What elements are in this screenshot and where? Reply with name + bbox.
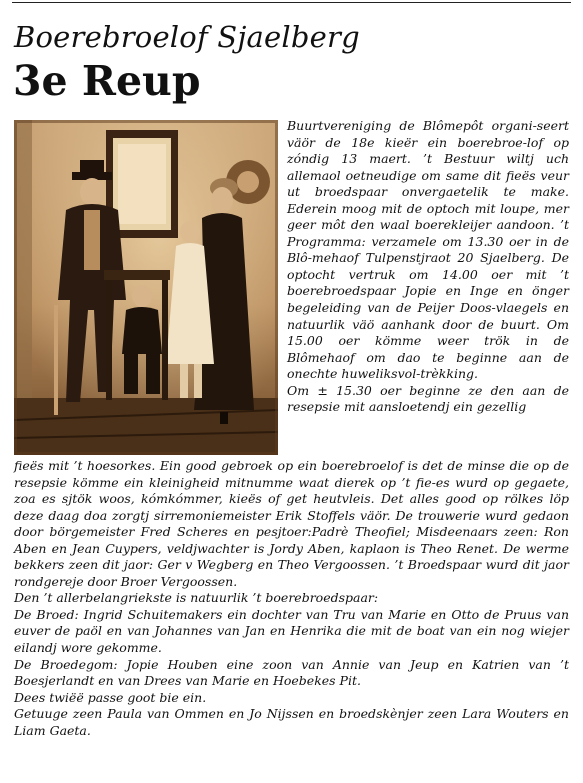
- article-paragraph: Den ’t allerbelangriekste is natuurlik ’t boerebroedspaar:: [14, 590, 379, 606]
- top-rule: [12, 2, 571, 3]
- article-headline: 3e Reup: [13, 57, 201, 105]
- article-paragraph: Buurtvereniging de Blômepôt organi-seert väör de 18e kieër ein boerebroe-lof op zóndig 13 maert. ’t Bestuur wiltj uch allemaol oetneudige om same dit fieës veur ut broedspaar onvergaetelik te make. Ederein moog mit de optoch mit loupe, mer geer môt den waal boerekleijer aandoon. ’t Programma: verzamele om 13.30 oer in de Blô-mehaof Tulpenstjraot 20 Sjaelberg. De optocht vertruk om 14.00 oer mit ’t boerebroedspaar Jopie en Inge en önger begeleiding van de Peijer Doos-vlaegels en natuurlik väö aanhank door de buurt. Om 15.00 oer kömme weer trök in de Blômehaof om dao te beginne aan de onechte huweliksvol-trèkking.: [287, 118, 569, 382]
- article-body-full-width: [14, 458, 569, 739]
- article-paragraph-split-start: Om ± 15.30 oer beginne ze den aan de resepsie mit aansloetendj ein gezellig: [287, 382, 569, 415]
- wedding-photo: [14, 120, 278, 455]
- article-paragraph: De Broed: Ingrid Schuitemakers ein dochter van Tru van Marie en Otto de Pruus van euver de paöl en van Johannes van Jan en Henrika die mit de boat van ein nog wiejer eilandj wore gekomme.: [14, 606, 569, 656]
- article-column-right: [287, 118, 569, 416]
- article-paragraph-split-rest: fieës mit ’t hoesorkes. Ein good gebroek op ein boerebroelof is det de minse die op de resepsie kömme ein kleinigheid mitnumme waat dierek op ’t fie-es wurd op gegaete, zoa es sjtök woos, kómkómmer, kieës of get heutvleis. Det alles good op rölkes löp deze daag doa zorgtj sirremoniemeister Erik Stoffels väör. De trouwerie wurd gedaon door börgemeister Fred Scheres en pesjtoer:Padrè Theofiel; Misdeenaars zeen: Ron Aben en Jean Cuypers, veldjwachter is Jordy Aben, kaplaon is Theo Renet. De werme bekkers zeen dit jaor: Ger v Wegberg en Theo Vergoossen. ’t Broedspaar wurd dit jaor rondgereje door Broer Vergoossen.: [14, 458, 569, 589]
- article-paragraph: Getuuge zeen Paula van Ommen en Jo Nijssen en broedskènjer zeen Lara Wouters en Liam Gaeta.: [14, 706, 569, 738]
- article-paragraph: De Broedegom: Jopie Houben eine zoon van Annie van Jeup en Katrien van ’t Boesjerlandt en van Drees van Marie en Hoebekes Pit.: [14, 656, 569, 689]
- article-paragraph: Dees twiëë passe goot bie ein.: [14, 689, 207, 705]
- article-kicker: Boerebroelof Sjaelberg: [14, 20, 360, 54]
